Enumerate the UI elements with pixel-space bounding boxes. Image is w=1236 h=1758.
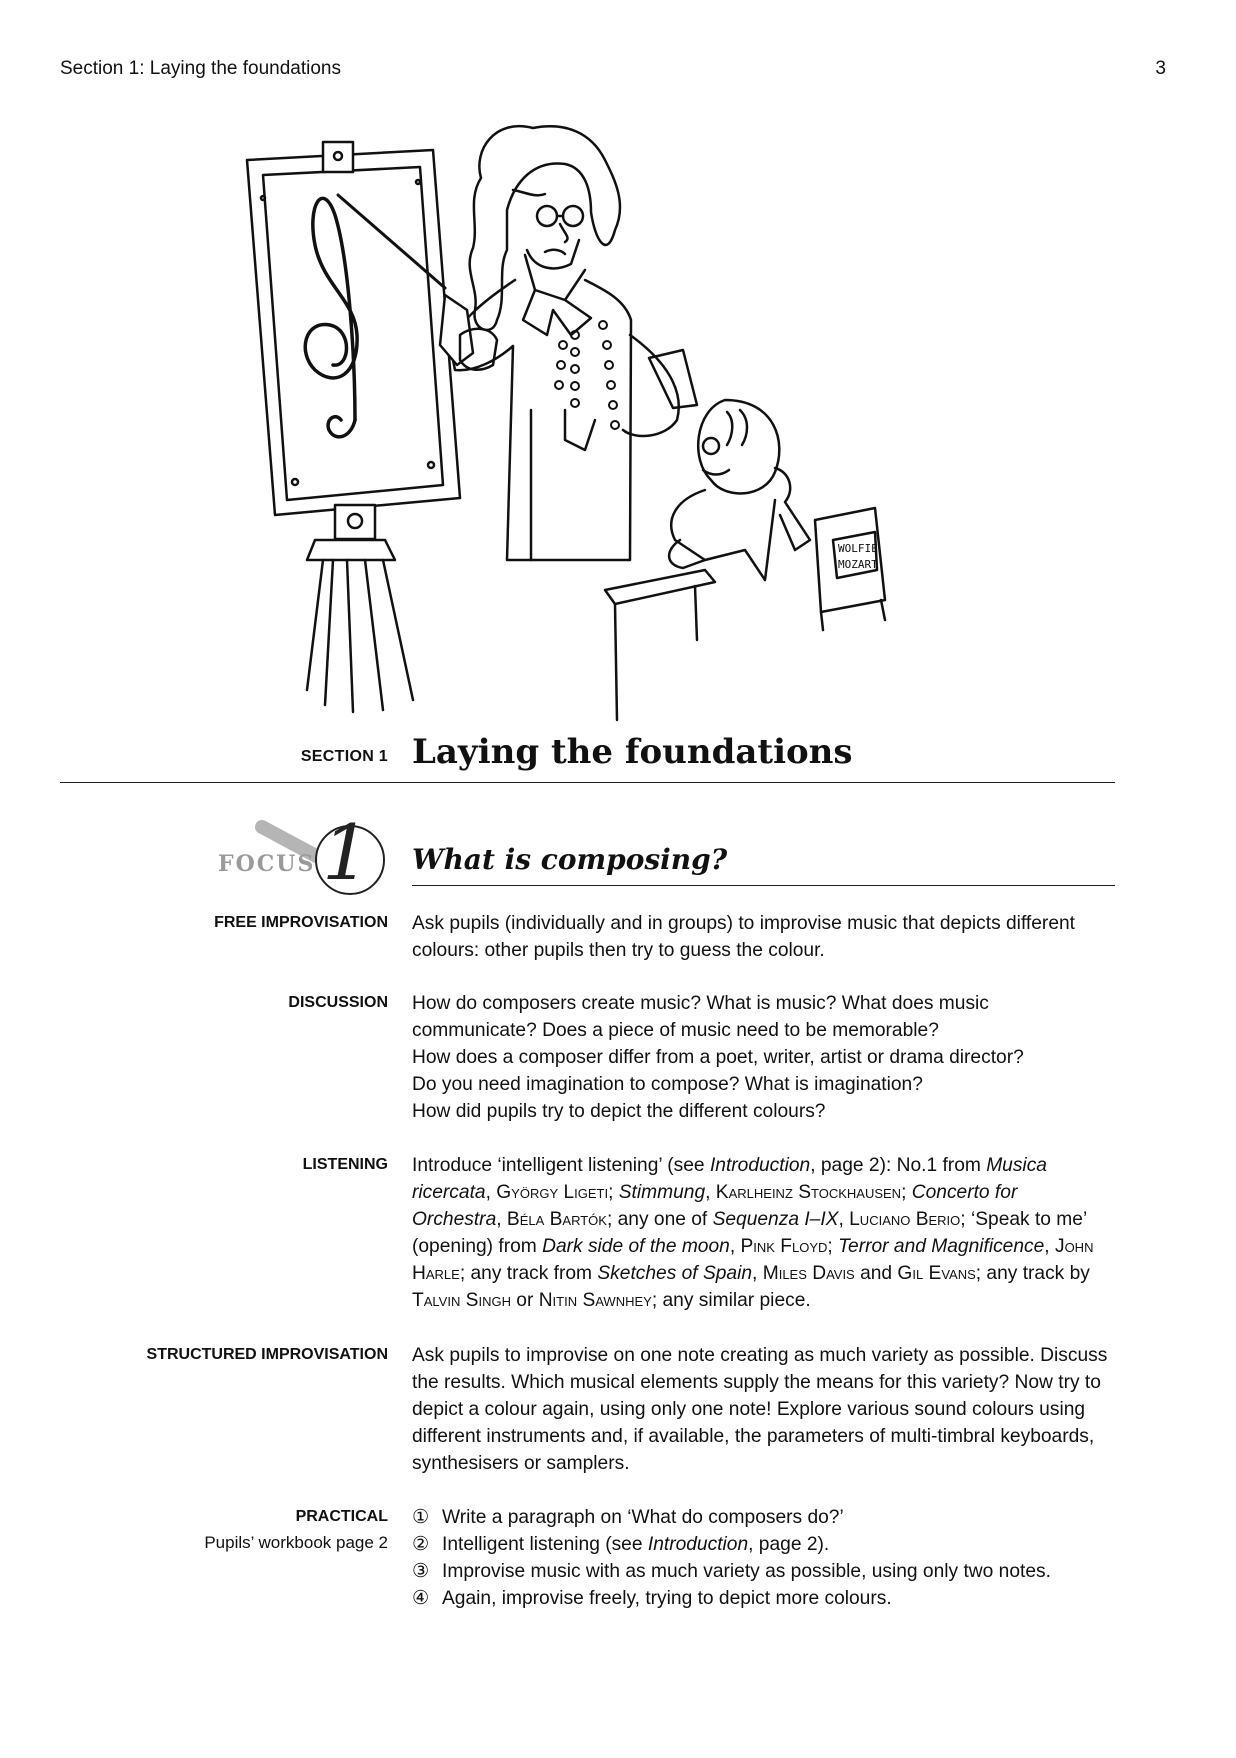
illustration-composer-lesson (235, 120, 1010, 732)
teacher-figure (440, 126, 697, 560)
pupil-figure (669, 400, 810, 580)
listening-text (412, 1152, 1112, 1314)
item-text: Write a paragraph on ‘What do composers do?’ (442, 1507, 844, 1528)
structured-improvisation-label: STRUCTURED IMPROVISATION (146, 1346, 388, 1363)
free-improvisation-paragraph: Ask pupils (individually and in groups) to improvise music that depicts different colours: other pupils then try to guess the colour. (412, 913, 1075, 961)
focus-divider (412, 885, 1115, 886)
chair-sign-line2: MOZART (838, 558, 878, 571)
page-number: 3 (1155, 58, 1166, 79)
discussion-line: Do you need imagination to compose? What is imagination? (412, 1074, 923, 1095)
structured-improvisation-text (412, 1342, 1112, 1477)
section-title: Laying the foundations (412, 732, 853, 772)
structured-improvisation-paragraph: Ask pupils to improvise on one note creating as much variety as possible. Discuss the results. Which musical elements supply the means for this variety? Now try to depict a colour again, using only one note! Explore various sound colours using different instruments and, if available, the parameters of multi-timbral keyboards, synthesisers or samplers. (412, 1345, 1108, 1474)
discussion-line: How does a composer differ from a poet, writer, artist or drama director? (412, 1047, 1024, 1068)
item-number: ① (412, 1507, 430, 1528)
composer-name: Béla Bartók (506, 1209, 607, 1230)
workbook-reference: Pupils’ workbook page 2 (204, 1533, 388, 1552)
free-improvisation-label: FREE IMPROVISATION (214, 914, 388, 931)
composer-name: Karlheinz Stockhausen (715, 1182, 902, 1203)
composer-name: Miles Davis (762, 1263, 855, 1284)
item-text: Again, improvise freely, trying to depict more colours. (442, 1588, 892, 1609)
running-header: Section 1: Laying the foundations (60, 58, 341, 79)
discussion-line: How do composers create music? What is music? What does music communicate? Does a piece of music need to be memorable? (412, 993, 989, 1041)
discussion-text (412, 990, 1112, 1125)
composer-name: Luciano Berio (849, 1209, 961, 1230)
item-text: Improvise music with as much variety as possible, using only two notes. (442, 1561, 1051, 1582)
easel-board (247, 142, 460, 515)
list-item (412, 1585, 1112, 1612)
focus-word: FOCUS (218, 851, 316, 877)
list-item (412, 1504, 1112, 1531)
item-number: ② (412, 1534, 430, 1555)
free-improvisation-text (412, 910, 1112, 964)
focus-title: What is composing? (412, 843, 728, 876)
composer-name: Gil Evans (897, 1263, 976, 1284)
focus-number: 1 (322, 808, 371, 897)
chair-sign-line1: WOLFIE (838, 542, 878, 555)
composer-name: György Ligeti (496, 1182, 609, 1203)
desk (605, 570, 715, 720)
composer-name: Pink Floyd (740, 1236, 828, 1257)
item-number: ③ (412, 1561, 430, 1582)
discussion-line: How did pupils try to depict the different colours? (412, 1101, 826, 1122)
listening-label: LISTENING (302, 1156, 388, 1173)
list-item (412, 1531, 1112, 1558)
item-number: ④ (412, 1588, 430, 1609)
composer-name: Nitin Sawnhey (538, 1290, 652, 1311)
item-text: Intelligent listening (see Introduction, page 2). (442, 1534, 830, 1555)
focus-badge (210, 808, 400, 905)
composer-name: Talvin Singh (412, 1290, 511, 1311)
list-item (412, 1558, 1112, 1585)
section-divider (60, 782, 1115, 783)
composer-name: John Harle (412, 1236, 1094, 1284)
discussion-label: DISCUSSION (288, 994, 388, 1011)
listening-paragraph: Introduce ‘intelligent listening’ (see Introduction, page 2): No.1 from Musica ricercata, György Ligeti; Stimmung, Karlheinz Stockhausen; Concerto for Orchestra, Béla Bartók; any one of Sequenza I–IX, Luciano Berio; ‘Speak to me’ (opening) from Dark side of the moon, Pink Floyd; Terror and Magnificence, John Harle; any track from Sketches of Spain, Miles Davis and Gil Evans; any track by Talvin Singh or Nitin Sawnhey; any similar piece. (412, 1155, 1094, 1311)
practical-label: PRACTICAL (295, 1508, 388, 1525)
easel-stand (307, 505, 413, 712)
chair (815, 508, 885, 630)
section-label: SECTION 1 (300, 748, 388, 765)
practical-list (412, 1504, 1112, 1612)
